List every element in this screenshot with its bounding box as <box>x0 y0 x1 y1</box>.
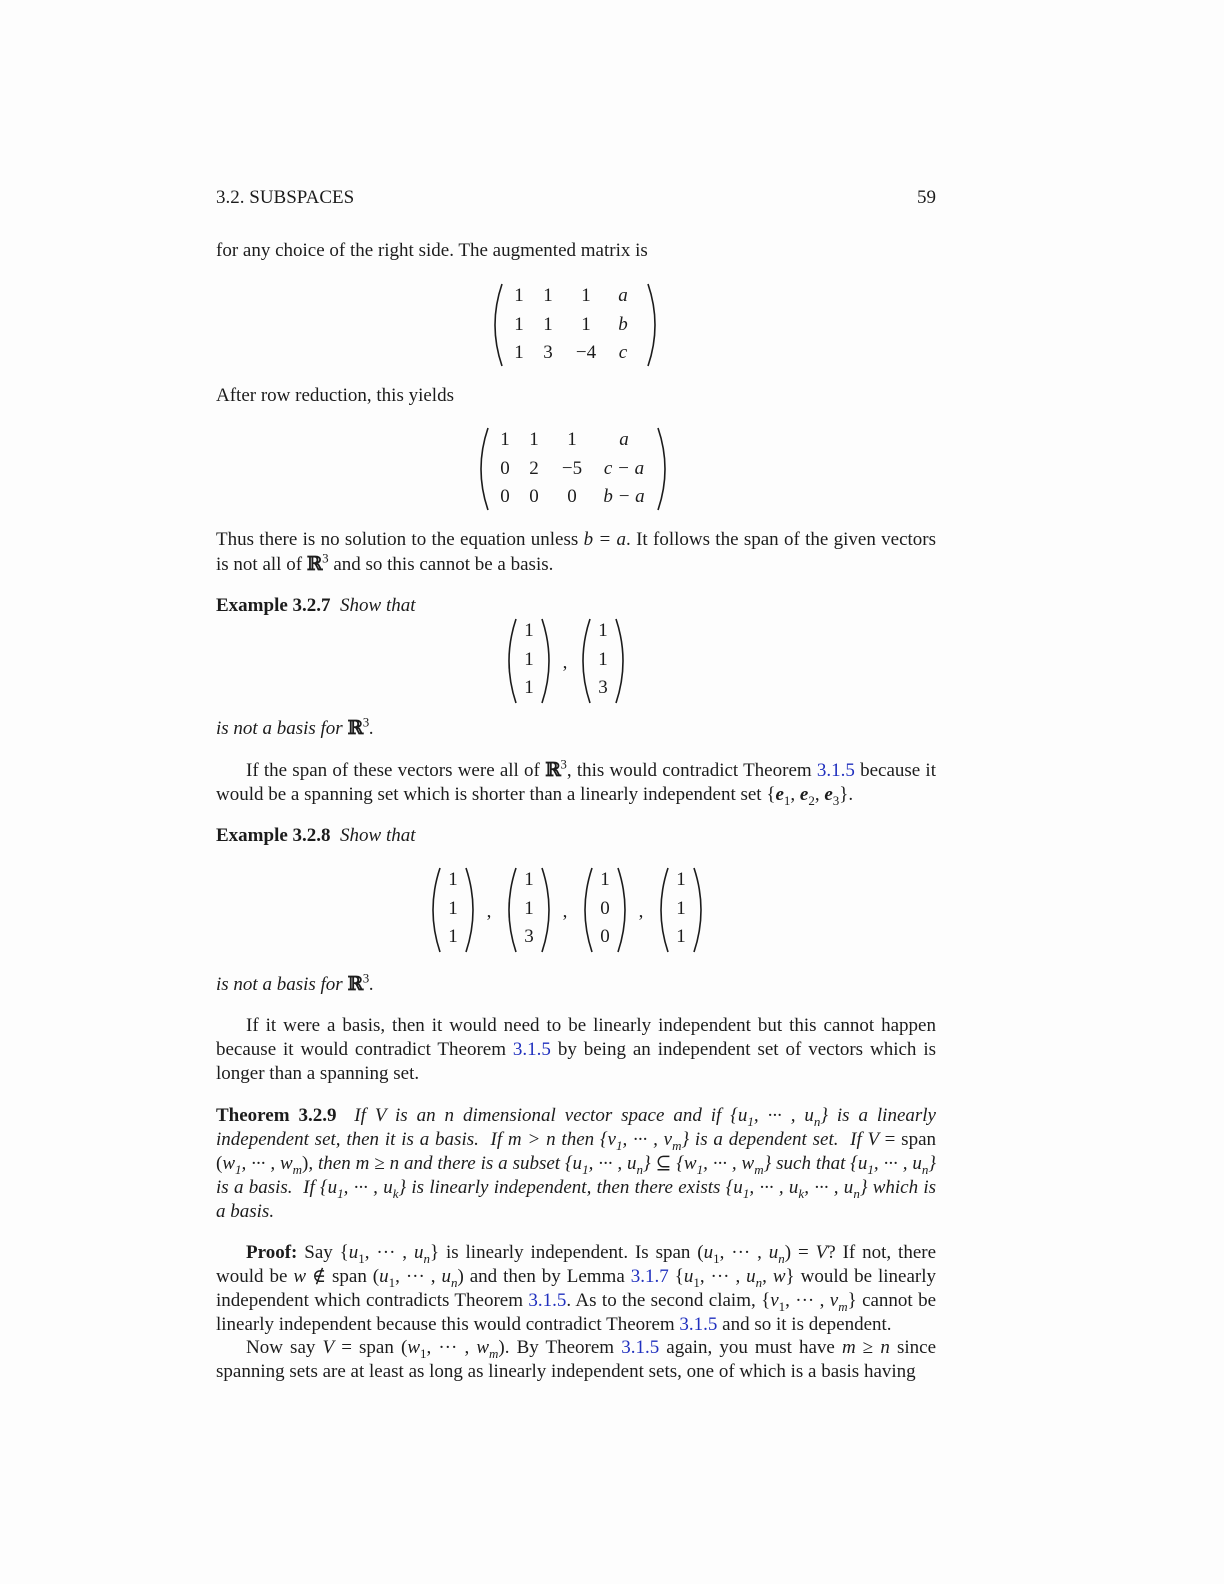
matrix-entry: b − a <box>603 486 645 507</box>
vector-entry: 1 <box>524 897 534 919</box>
vector-list <box>428 866 728 954</box>
paragraph: for any choice of the right side. The augmented matrix is <box>216 240 648 261</box>
matrix-entry: 0 <box>500 486 510 507</box>
matrix-entry: 0 <box>529 486 539 507</box>
vector-entry: 3 <box>598 677 608 698</box>
matrix-entry: a <box>618 285 628 306</box>
comma-separator: , <box>562 652 568 673</box>
matrix-entry: 0 <box>567 486 577 507</box>
vector-entry: 0 <box>600 926 610 947</box>
column-vector <box>504 866 554 954</box>
example-label: Example 3.2.7 <box>216 595 331 616</box>
paragraph: Thus there is no solution to the equation unless b = a. It follows the span of the given vectors is not all of ℝ$^3$ and so this cannot be a basis. <box>216 529 937 575</box>
section-title: 3.2. SUBSPACES <box>216 187 355 208</box>
theorem-link[interactable]: 3.1.5 <box>621 1337 660 1358</box>
lemma-link[interactable]: 3.1.7 <box>630 1266 669 1287</box>
matrix-entry: 1 <box>567 429 577 450</box>
theorem-link[interactable]: 3.1.5 <box>512 1039 551 1060</box>
matrix-entry: 1 <box>514 285 524 306</box>
matrix-entry: c − a <box>603 457 645 479</box>
equation: b = a <box>583 529 627 550</box>
proof-label: Proof: <box>246 1242 298 1263</box>
proof-paragraph: Proof: Say {$u_1$, ··· , $u_n$} is linearly independent. Is span ($u_1$, ··· , $u_n) = V$? If not, there would be w ∉ span ($u_1$, ··· , $u_n$) and then by Lemma 3.1.7 {$u_1$, ··· , $u_n$, w} would be linearly independent which contradicts Theorem 3.1.5. As to the second claim, {$v_1$, ··· , $v_m$} cannot be linearly independent because this would contradict Theorem 3.1.5 and so it is dependent. <box>216 1242 937 1335</box>
example-conclusion: is not a basis for ℝ$^3$. <box>216 714 374 739</box>
matrix-entry: 2 <box>529 457 539 479</box>
vector-list <box>504 617 644 705</box>
matrix-entry: 1 <box>543 313 553 335</box>
vector-entry: 1 <box>676 897 686 919</box>
vector-entry: 3 <box>524 926 534 947</box>
matrix-entry: 1 <box>514 313 524 335</box>
paragraph: If the span of these vectors were all of ℝ$^3$, this would contradict Theorem 3.1.5 because it would be a spanning set which is shorter than a linearly independent set {$e_1$, $e_2$, $e_3$}. <box>216 756 936 808</box>
matrix-entry: b <box>618 313 628 335</box>
comma-separator: , <box>486 901 492 922</box>
example-heading: Example 3.2.7 Show that <box>216 595 416 616</box>
column-vector <box>580 866 630 954</box>
theorem-statement: Theorem 3.2.9 If V is an n dimensional vector space and if {$u_1$, ··· , $u_n$} is a linearly independent set, then it is a basis. If m > n then {$v_1$, ··· , $v_m$} is a dependent set. If V = span ($w_1$, ··· , $w_m$), then m ≥ n and there is a subset {$u_1$, ··· , $u_n$} ⊆ {$w_1$, ··· , $w_m$} such that {$u_1$, ··· , $u_n$} is a basis. If {$u_1$, ··· , $u_k$} is linearly independent, then there exists {$u_1$, ··· , $u_k$, ··· , $u_n$} which is a basis. <box>216 1105 937 1222</box>
matrix-entry: 1 <box>500 429 510 450</box>
vector-entry: 1 <box>448 869 458 890</box>
vector-entry: 1 <box>448 897 458 919</box>
augmented-matrix <box>490 282 660 368</box>
vector-entry: 1 <box>598 620 608 641</box>
real-numbers-symbol: ℝ <box>306 553 323 575</box>
matrix-entry: 1 <box>543 285 553 306</box>
matrix-entry: 1 <box>581 313 591 335</box>
paragraph: After row reduction, this yields <box>216 385 454 406</box>
page-number: 59 <box>917 187 936 208</box>
vector-entry: 1 <box>448 926 458 947</box>
proof-paragraph: Now say V = span ($w_1$, ··· , $w_m$). By Theorem 3.1.5 again, you must have m ≥ n since spanning sets are at least as long as linearly independent sets, one of which is a basis having <box>216 1337 937 1382</box>
column-vector <box>578 617 628 705</box>
matrix-entry: 1 <box>529 429 539 450</box>
vector-entry: 1 <box>524 869 534 890</box>
example-conclusion: is not a basis for ℝ$^3$. <box>216 970 374 995</box>
vector-entry: 1 <box>598 648 608 670</box>
paragraph: If it were a basis, then it would need to be linearly independent but this cannot happen because it would contradict Theorem 3.1.5 by being an independent set of vectors which is longer than a spanning set. <box>216 1015 936 1084</box>
vector-entry: 1 <box>524 620 534 641</box>
matrix-entry: −5 <box>561 457 583 479</box>
vector-entry: 1 <box>524 648 534 670</box>
vector-entry: 1 <box>676 869 686 890</box>
matrix-entry: 1 <box>514 342 524 363</box>
matrix-entry: 1 <box>581 285 591 306</box>
example-heading: Example 3.2.8 Show that <box>216 825 416 846</box>
theorem-link[interactable]: 3.1.5 <box>816 760 855 781</box>
theorem-link[interactable]: 3.1.5 <box>528 1290 567 1311</box>
example-label: Example 3.2.8 <box>216 825 331 846</box>
vector-entry: 1 <box>600 869 610 890</box>
matrix-entry: 0 <box>500 457 510 479</box>
vector-entry: 1 <box>676 926 686 947</box>
matrix-entry: a <box>619 429 629 450</box>
theorem-link[interactable]: 3.1.5 <box>679 1314 718 1335</box>
comma-separator: , <box>638 901 644 922</box>
comma-separator: , <box>562 901 568 922</box>
column-vector <box>504 617 554 705</box>
running-header <box>216 186 936 210</box>
theorem-label: Theorem 3.2.9 <box>216 1105 337 1126</box>
matrix-entry: c <box>618 342 628 363</box>
column-vector <box>428 866 478 954</box>
column-vector <box>656 866 706 954</box>
vector-entry: 1 <box>524 677 534 698</box>
matrix-entry: 3 <box>543 342 553 363</box>
vector-entry: 0 <box>600 897 610 919</box>
matrix-entry: −4 <box>575 342 597 363</box>
reduced-matrix <box>476 426 670 512</box>
